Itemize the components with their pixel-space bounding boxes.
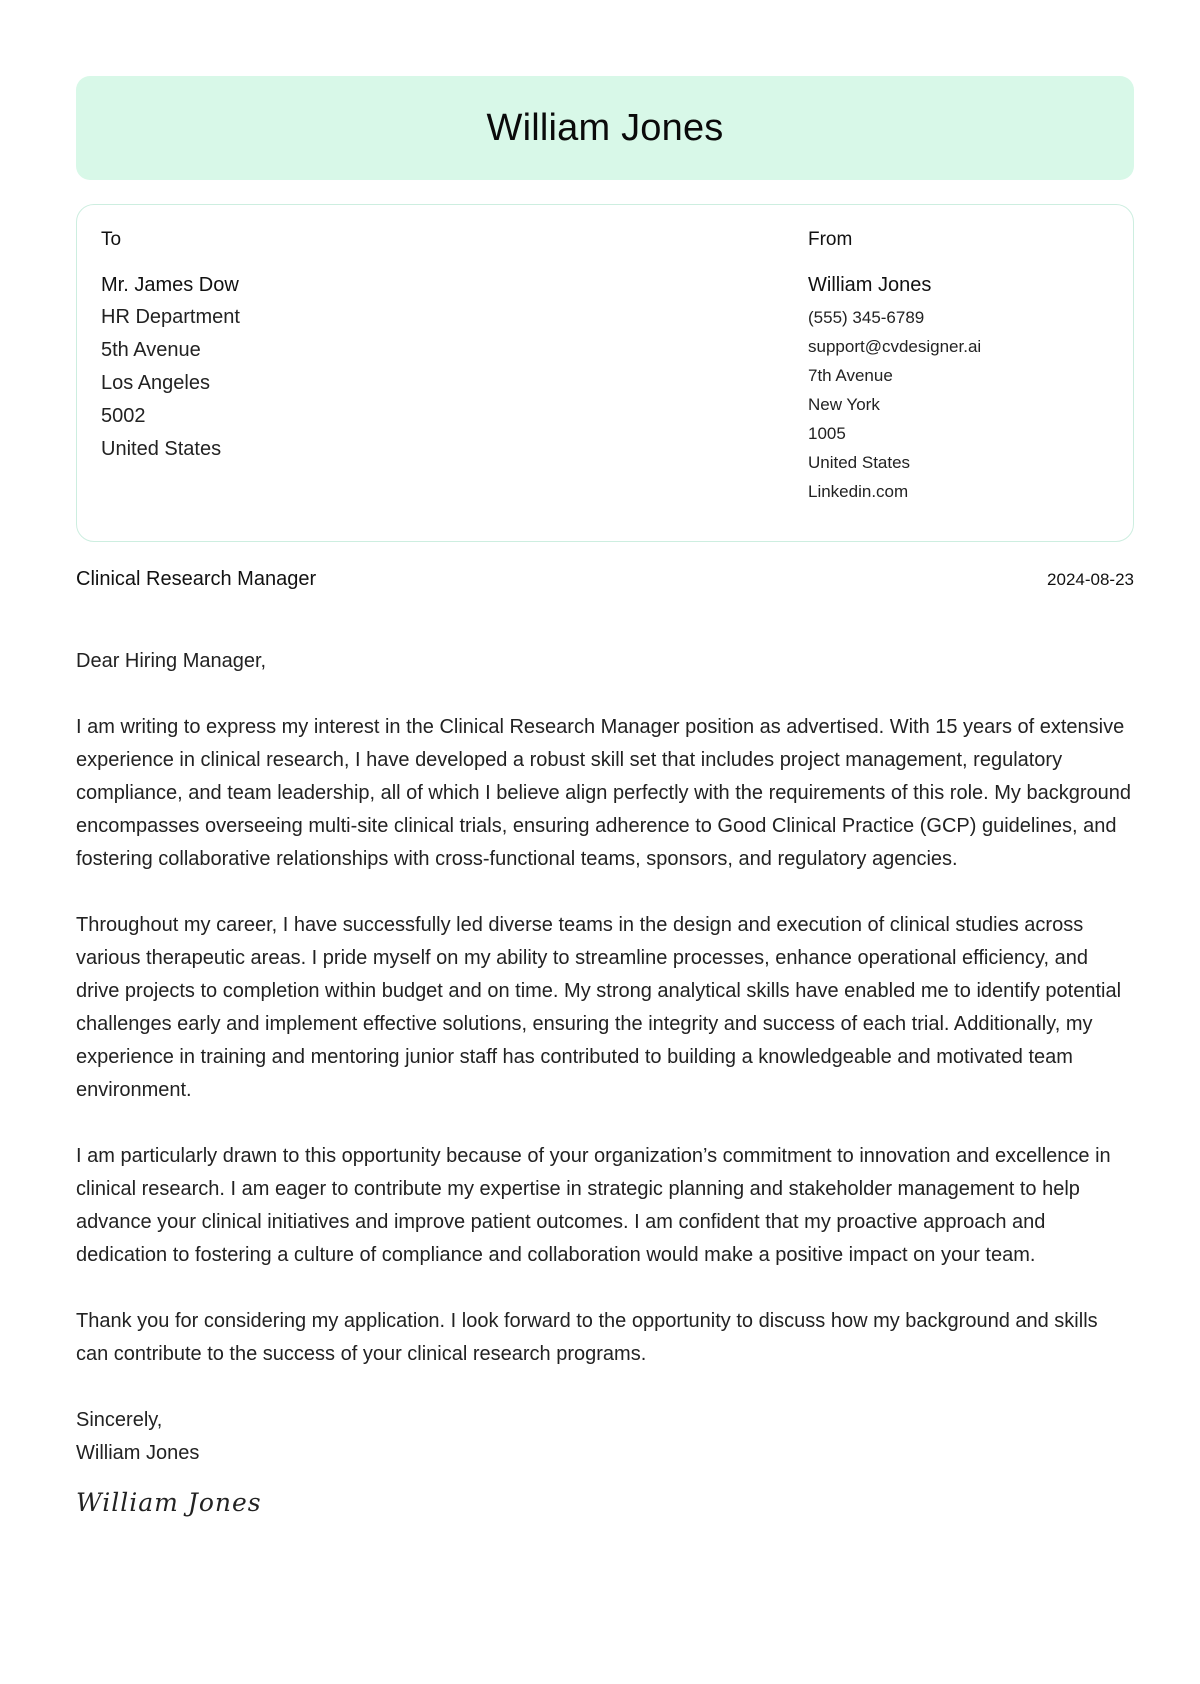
body-paragraph: Thank you for considering my application. I look forward to the opportunity to discuss how my background and skills can contribute to the success of your clinical research programs. bbox=[76, 1310, 1098, 1365]
recipient-address bbox=[101, 301, 240, 466]
letter-date: 2024-08-23 bbox=[1047, 570, 1134, 589]
recipient-city: Los Angeles bbox=[101, 372, 210, 394]
recipient-country: United States bbox=[101, 438, 222, 460]
recipient-street: 5th Avenue bbox=[101, 339, 201, 361]
recipient-postal-code: 5002 bbox=[101, 405, 146, 427]
sender-email: support@cvdesigner.ai bbox=[808, 337, 982, 356]
sender-street: 7th Avenue bbox=[808, 366, 893, 385]
sender-name: William Jones bbox=[808, 274, 932, 296]
job-title: Clinical Research Manager bbox=[76, 568, 317, 590]
sender-country: United States bbox=[808, 453, 911, 472]
cover-letter-page bbox=[76, 76, 1134, 1517]
address-block bbox=[76, 204, 1134, 542]
salutation: Dear Hiring Manager, bbox=[76, 650, 267, 672]
sender-phone: (555) 345-6789 bbox=[808, 308, 925, 327]
body-paragraph: I am particularly drawn to this opportunity because of your organization’s commitment to innovation and excellence in clinical research. I am eager to contribute my expertise in strategic planning and stakeholder management to help advance your clinical initiatives and improve patient outcomes. I am confident that my proactive approach and dedication to fostering a culture of compliance and collaboration would make a positive impact on your team. bbox=[76, 1145, 1111, 1266]
sender-linkedin: Linkedin.com bbox=[808, 482, 909, 501]
header-banner bbox=[76, 76, 1134, 180]
recipient-heading: To bbox=[101, 229, 122, 250]
handwritten-signature: William Jones bbox=[76, 1488, 262, 1517]
sender-column bbox=[808, 229, 981, 506]
letter-meta bbox=[76, 568, 1134, 591]
closing-phrase: Sincerely, bbox=[76, 1409, 163, 1431]
recipient-name: Mr. James Dow bbox=[101, 274, 239, 296]
applicant-name: William Jones bbox=[486, 106, 724, 149]
recipient-column bbox=[101, 229, 240, 466]
closing-name: William Jones bbox=[76, 1442, 200, 1464]
sender-contact bbox=[808, 303, 981, 506]
sender-city: New York bbox=[808, 395, 880, 414]
sender-postal-code: 1005 bbox=[808, 424, 846, 443]
body-paragraph: Throughout my career, I have successfully led diverse teams in the design and execution of clinical studies across various therapeutic areas. I pride myself on my ability to streamline processes, enhance operational efficiency, and drive projects to completion within budget and on time. My strong analytical skills have enabled me to identify potential challenges early and implement effective solutions, ensuring the integrity and success of each trial. Additionally, my experience in training and mentoring junior staff has contributed to building a knowledgeable and motivated team environment. bbox=[76, 914, 1122, 1101]
body-paragraph: I am writing to express my interest in the Clinical Research Manager position as advertised. With 15 years of extensive experience in clinical research, I have developed a robust skill set that includes project management, regulatory compliance, and team leadership, all of which I believe align perfectly with the requirements of this role. My background encompasses overseeing multi-site clinical trials, ensuring adherence to Good Clinical Practice (GCP) guidelines, and fostering collaborative relationships with cross-functional teams, sponsors, and regulatory agencies. bbox=[76, 716, 1131, 870]
recipient-department: HR Department bbox=[101, 306, 240, 328]
sender-heading: From bbox=[808, 229, 853, 250]
closing-block bbox=[76, 1404, 1134, 1470]
